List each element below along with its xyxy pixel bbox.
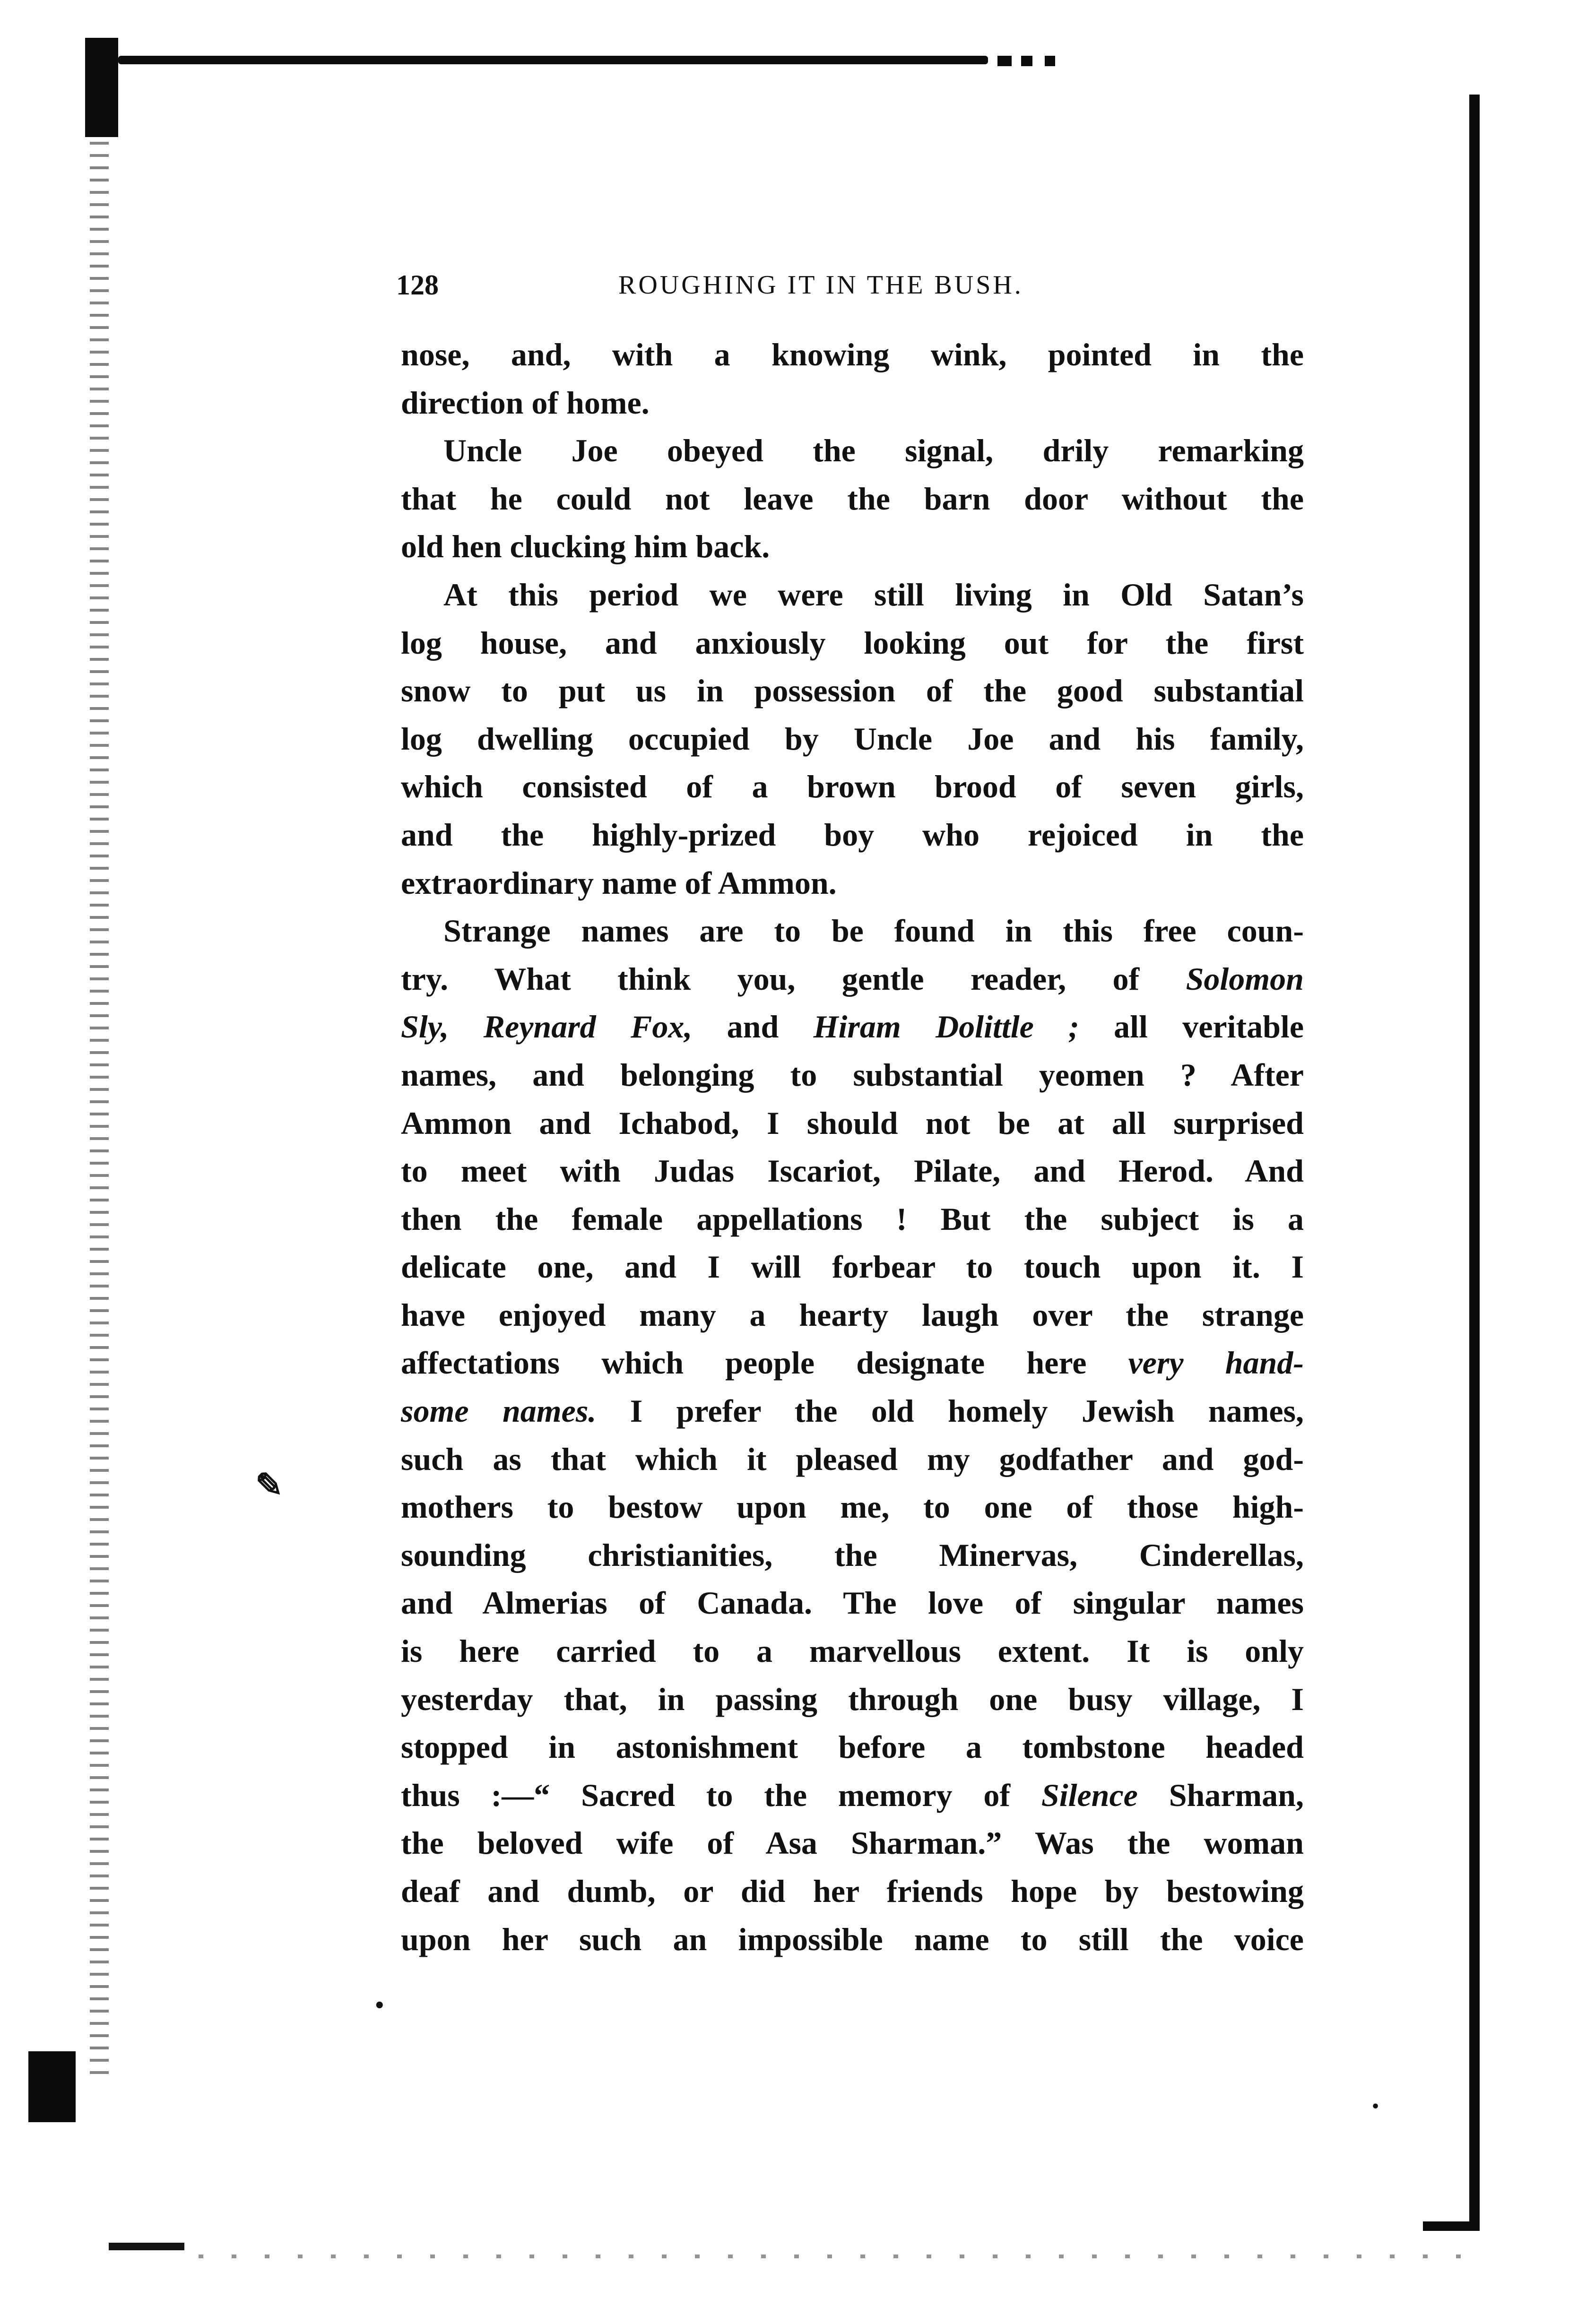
running-title: ROUGHING IT IN THE BUSH. — [618, 270, 1023, 300]
scan-artifact-dot: • — [1371, 2099, 1380, 2115]
scan-artifact-left-bottom-bar — [109, 2243, 184, 2250]
text-line: deaf and dumb, or did her friends hope by bestowing — [401, 1873, 1304, 1909]
text-line: have enjoyed many a hearty laugh over the strange — [401, 1296, 1304, 1333]
italic-phrase: Solomon — [1186, 960, 1304, 997]
text-line: snow to put us in possession of the good substantial — [401, 673, 1304, 709]
text-line: which consisted of a brown brood of seven girls, — [401, 769, 1304, 805]
page-body-text — [401, 331, 1304, 1963]
scan-artifact-left-bar — [85, 38, 118, 137]
scan-artifact-left-block — [28, 2051, 76, 2122]
text-line: names, and belonging to substantial yeomen ? After — [401, 1056, 1304, 1093]
scan-artifact-margin-mark: ✎ — [255, 1465, 283, 1504]
text-line: is here carried to a marvellous extent. It is only — [401, 1633, 1304, 1669]
scan-artifact-right-rule — [1469, 95, 1480, 2231]
italic-phrase: some names. — [401, 1393, 597, 1429]
text-line: thus :—“ Sacred to the memory of Silence Sharman, — [401, 1777, 1304, 1813]
text-line: Strange names are to be found in this free coun- — [443, 913, 1304, 949]
italic-phrase: Silence — [1041, 1777, 1138, 1813]
scan-artifact-left-margin — [90, 142, 109, 2080]
text-line: the beloved wife of Asa Sharman.” Was the woman — [401, 1825, 1304, 1861]
text-line: Sly, Reynard Fox, and Hiram Dolittle ; all veritable — [401, 1009, 1304, 1045]
text-line: Ammon and Ichabod, I should not be at all surprised — [401, 1105, 1304, 1141]
text-line: delicate one, and I will forbear to touch upon it. I — [401, 1249, 1304, 1285]
text-line: then the female appellations ! But the subject is a — [401, 1201, 1304, 1237]
text-line: affectations which people designate here very hand- — [401, 1345, 1304, 1381]
italic-phrase: very hand- — [1128, 1345, 1304, 1381]
text-line: At this period we were still living in Old Satan’s — [443, 576, 1304, 613]
text-line: log dwelling occupied by Uncle Joe and his family, — [401, 720, 1304, 757]
scan-artifact-right-rule-bottom — [1423, 2221, 1475, 2231]
text-line: log house, and anxiously looking out for the first — [401, 624, 1304, 661]
text-line: such as that which it pleased my godfather and god- — [401, 1441, 1304, 1477]
scan-artifact-top-dash — [997, 56, 1012, 66]
text-line: nose, and, with a knowing wink, pointed in the — [401, 337, 1304, 372]
page-header — [396, 264, 1365, 306]
italic-phrase: Sly, Reynard Fox, — [401, 1009, 693, 1045]
text-line: yesterday that, in passing through one busy village, I — [401, 1681, 1304, 1717]
text-line: stopped in astonishment before a tombstone headed — [401, 1729, 1304, 1765]
text-line: and the highly-prized boy who rejoiced in the — [401, 816, 1304, 853]
text-line: try. What think you, gentle reader, of Solomon — [401, 960, 1304, 997]
text-line: sounding christianities, the Minervas, Cinderellas, — [401, 1537, 1304, 1573]
text-line: to meet with Judas Iscariot, Pilate, and Herod. And — [401, 1153, 1304, 1189]
text-line: some names. I prefer the old homely Jewish names, — [401, 1393, 1304, 1429]
scan-artifact-dot: • — [373, 1995, 386, 2017]
scan-artifact-bottom-specks — [199, 2255, 1475, 2258]
text-line: mothers to bestow upon me, to one of those high- — [401, 1489, 1304, 1525]
scan-artifact-top-dash — [1021, 56, 1032, 66]
text-line: Uncle Joe obeyed the signal, drily remarking — [443, 432, 1304, 469]
scan-artifact-top-dash — [1045, 56, 1055, 66]
italic-phrase: Hiram Dolittle ; — [813, 1009, 1079, 1045]
page-number: 128 — [396, 269, 439, 301]
text-line: direction of home. — [401, 384, 650, 421]
text-line: and Almerias of Canada. The love of singular names — [401, 1585, 1304, 1621]
text-line: that he could not leave the barn door without the — [401, 480, 1304, 517]
text-line: old hen clucking him back. — [401, 528, 770, 565]
text-line: upon her such an impossible name to still the voice — [401, 1921, 1304, 1957]
text-line: extraordinary name of Ammon. — [401, 864, 837, 901]
scan-artifact-top-rule — [118, 56, 988, 64]
